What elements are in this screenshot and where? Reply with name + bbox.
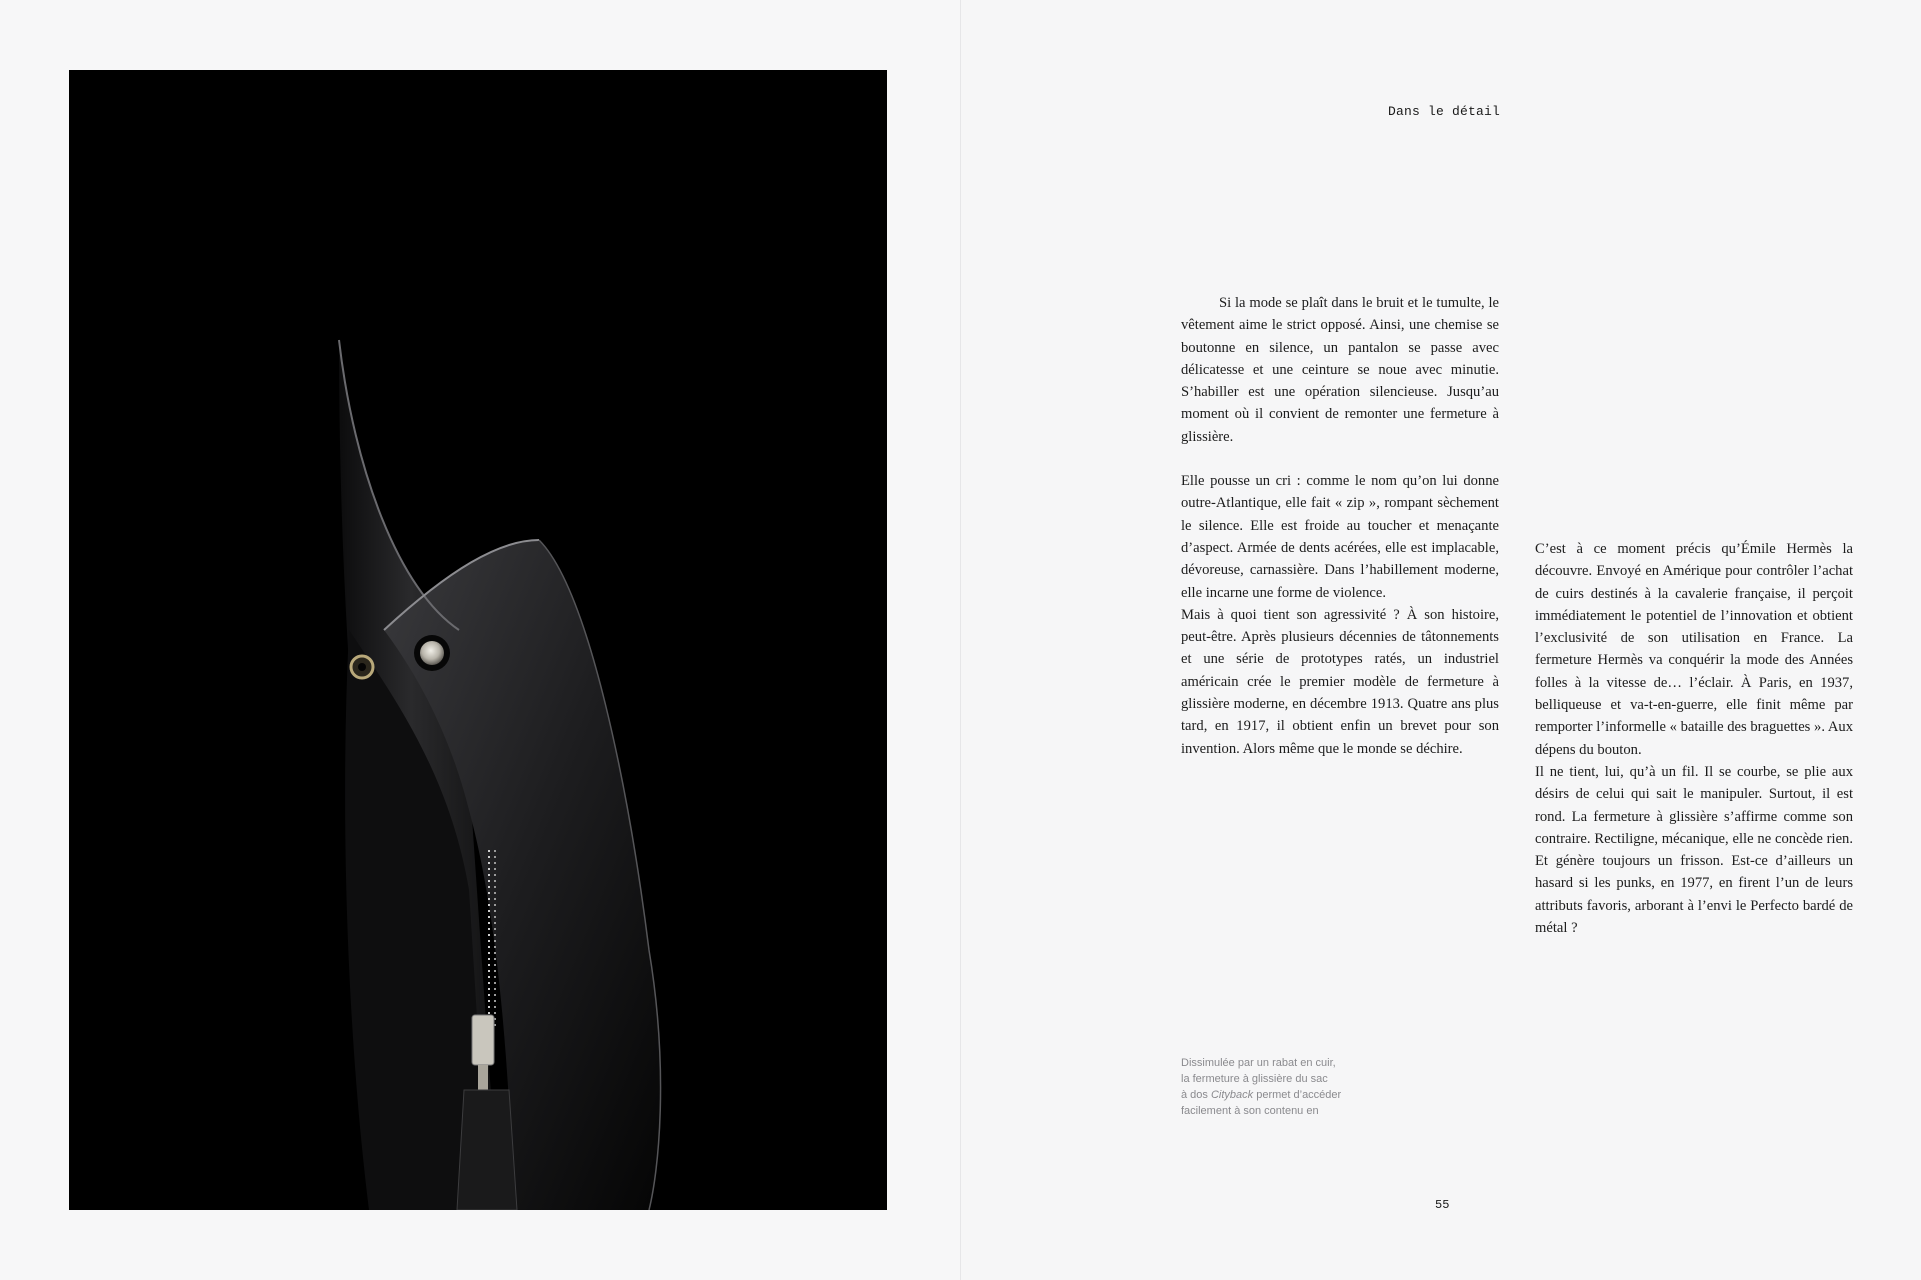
paragraph: Mais à quoi tient son agressivité ? À son histoire, peut-être. Après plusieurs décennies de tâtonnements et une série de prototypes ratés, un industriel américain crée le premier modèle de fermeture à glissière moderne, en décembre 1913. Quatre ans plus tard, en 1917, il obtient enfin un brevet pour son invention. Alors même que le monde se déchire. bbox=[1181, 606, 1499, 757]
body-column-right bbox=[1535, 538, 1853, 939]
page-number: 55 bbox=[1435, 1198, 1450, 1212]
body-column-left bbox=[1181, 292, 1499, 760]
photo-caption bbox=[1181, 1055, 1381, 1119]
paragraph: Il ne tient, lui, qu’à un fil. Il se courbe, se plie aux désirs de celui qui sait le manipuler. Surtout, il est rond. La fermeture à glissière s’affirme comme son contraire. Rectiligne, mécanique, elle ne concède rien. Et génère toujours un frisson. Est-ce d’ailleurs un hasard si les punks, en 1977, en firent l’un de leurs attributs favoris, arborant à l’envi le Perfecto bardé de métal ? bbox=[1535, 763, 1853, 937]
paragraph: C’est à ce moment précis qu’Émile Hermès la découvre. Envoyé en Amérique pour contrôler l’achat de cuirs destinés à la cavalerie française, il perçoit immédiatement le potentiel de l’innovation et obtient l’exclusivité de son utilisation en France. La fermeture Hermès va conquérir la mode des Années folles à la vitesse de… l’éclair. À Paris, en 1937, belliqueuse et va-t-en-guerre, elle finit même par remporter l’informelle « bataille des braguettes ». Aux dépens du bouton. bbox=[1535, 541, 1853, 758]
paragraph: Elle pousse un cri : comme le nom qu’on lui donne outre-Atlantique, elle fait « zip », rompant sèchement le silence. Elle est froide au toucher et menaçante d’aspect. Armée de dents acérées, elle est implacable, dévoreuse, carnassière. Dans l’habillement moderne, elle incarne une forme de violence. bbox=[1181, 473, 1499, 601]
leather-flap-zipper-image bbox=[69, 70, 887, 1210]
caption-line: facilement à son contenu en bbox=[1181, 1105, 1319, 1117]
caption-italic-product: Cityback bbox=[1210, 1089, 1254, 1101]
caption-line: Dissimulée par un rabat en cuir, bbox=[1181, 1057, 1336, 1069]
running-head: Dans le détail bbox=[1388, 104, 1501, 119]
leather-bag-photo bbox=[69, 70, 887, 1210]
caption-line: la fermeture à glissière du sac bbox=[1181, 1073, 1328, 1085]
caption-text: à dos bbox=[1181, 1089, 1211, 1101]
caption-line bbox=[1181, 1087, 1381, 1103]
caption-text: permet d’accéder bbox=[1253, 1089, 1342, 1101]
paragraph: Si la mode se plaît dans le bruit et le tumulte, le vêtement aime le strict opposé. Ainsi, une chemise se boutonne en silence, un pantalon se passe avec délicatesse et une ceinture se noue avec minutie. S’habiller est une opération silencieuse. Jusqu’au moment où il convient de remonter une fermeture à glissière. bbox=[1181, 295, 1499, 445]
left-page bbox=[0, 0, 960, 1280]
